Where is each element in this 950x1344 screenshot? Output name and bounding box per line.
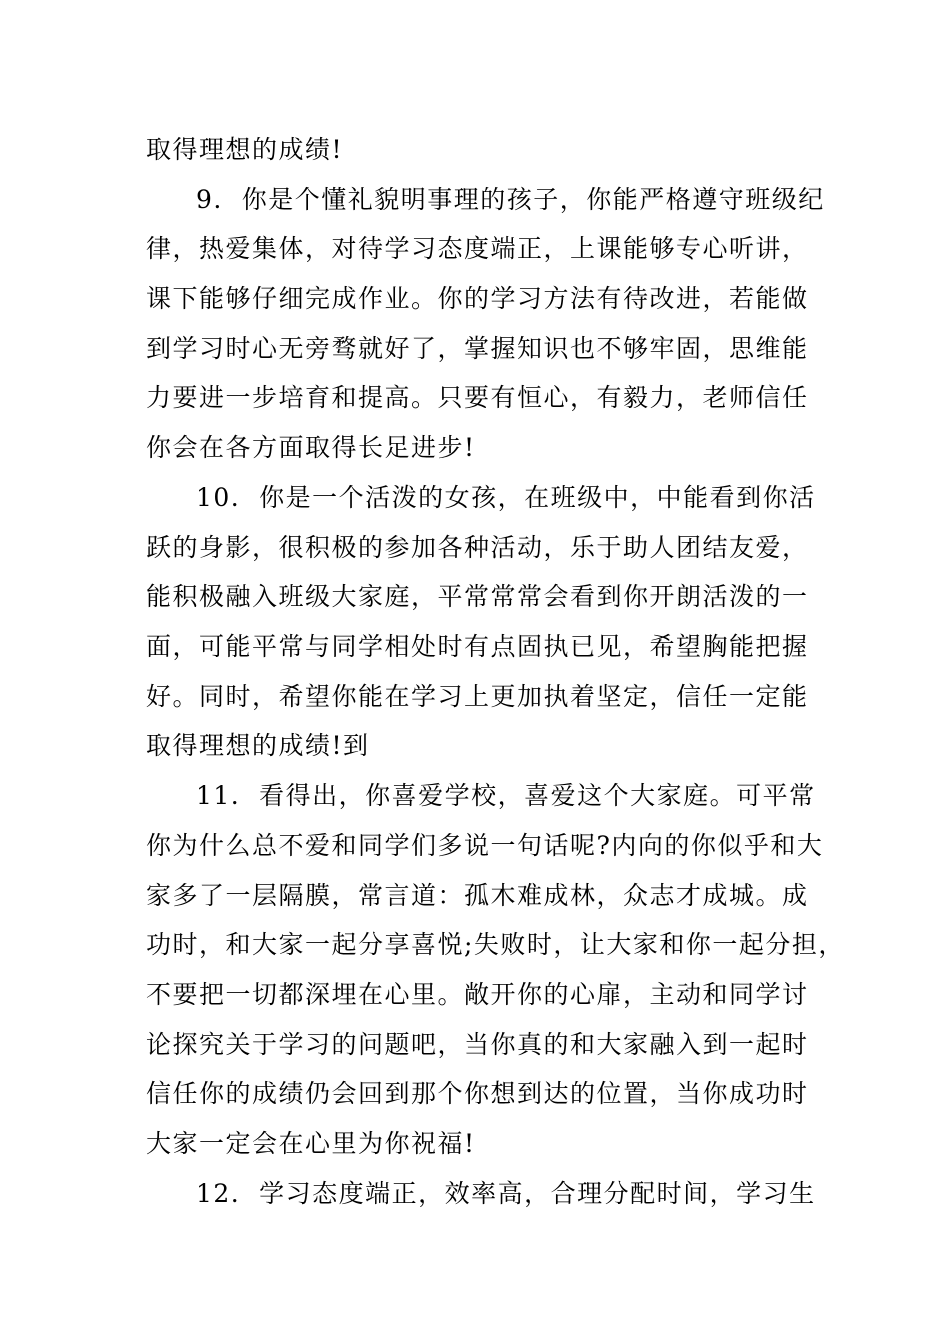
text-line: 大家一定会在心里为你祝福!	[146, 1129, 476, 1158]
text-line: 跃的身影，很积极的参加各种活动，乐于助人团结友爱，	[146, 533, 809, 562]
text-line: 信任你的成绩仍会回到那个你想到达的位置，当你成功时	[146, 1079, 809, 1108]
text-line: 家多了一层隔膜，常言道：孤木难成林，众志才成城。成	[146, 881, 809, 910]
text-line: 好。同时，希望你能在学习上更加执着坚定，信任一定能	[146, 682, 809, 711]
text-line: 论探究关于学习的问题吧，当你真的和大家融入到一起时	[146, 1030, 809, 1059]
paragraph-11-start: 11. 看得出，你喜爱学校，喜爱这个大家庭。可平常	[196, 781, 816, 810]
text-line: 取得理想的成绩!	[146, 135, 344, 164]
text-line: 取得理想的成绩!到	[146, 731, 370, 760]
text-line: 功时，和大家一起分享喜悦;失败时，让大家和你一起分担，	[146, 930, 845, 959]
text-line: 你会在各方面取得长足进步!	[146, 433, 476, 462]
text-line: 律，热爱集体，对待学习态度端正，上课能够专心听讲，	[146, 234, 809, 263]
text-line: 课下能够仔细完成作业。你的学习方法有待改进，若能做	[146, 284, 809, 313]
paragraph-9-start: 9. 你是个懂礼貌明事理的孩子，你能严格遵守班级纪	[196, 185, 825, 214]
text-line: 力要进一步培育和提高。只要有恒心，有毅力，老师信任	[146, 383, 809, 412]
text-line: 面，可能平常与同学相处时有点固执已见，希望胸能把握	[146, 632, 809, 661]
text-line: 你为什么总不爱和同学们多说一句话呢?内向的你似乎和大	[146, 831, 824, 860]
paragraph-12-start: 12. 学习态度端正，效率高，合理分配时间，学习生	[196, 1179, 816, 1208]
text-line: 不要把一切都深埋在心里。敞开你的心扉，主动和同学讨	[146, 980, 809, 1009]
paragraph-10-start: 10. 你是一个活泼的女孩，在班级中，中能看到你活	[196, 483, 816, 512]
text-line: 能积极融入班级大家庭，平常常常会看到你开朗活泼的一	[146, 582, 809, 611]
text-line: 到学习时心无旁骛就好了，掌握知识也不够牢固，思维能	[146, 334, 809, 363]
